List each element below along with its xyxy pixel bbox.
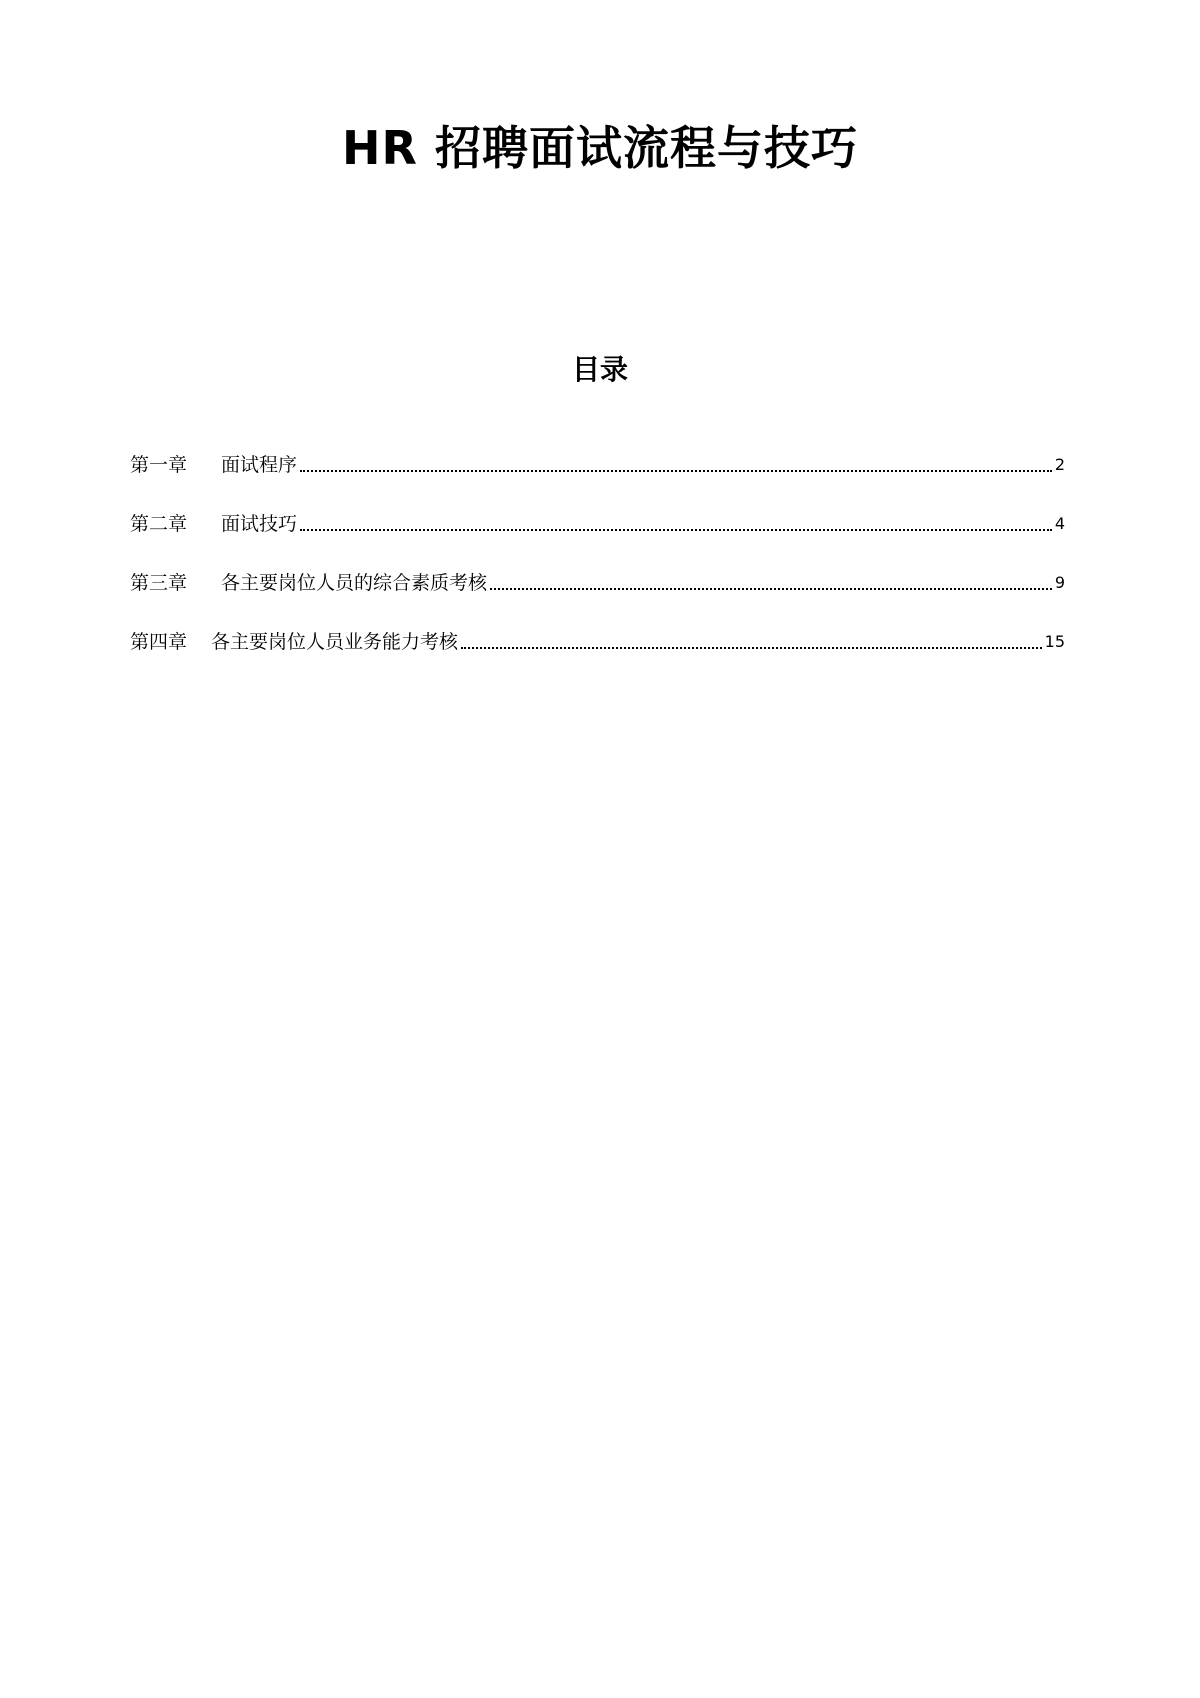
toc-entry-chapter-4[interactable] [130, 625, 1065, 655]
toc-chapter-number: 第三章 [130, 572, 188, 594]
toc-chapter-number: 第二章 [130, 513, 188, 535]
toc-dot-leader [300, 529, 1052, 531]
toc-entry-chapter-3[interactable] [130, 566, 1065, 596]
toc-page-number: 15 [1044, 632, 1065, 651]
table-of-contents [130, 448, 1065, 684]
toc-page-number: 4 [1054, 514, 1065, 533]
toc-chapter-number: 第四章 [130, 631, 188, 653]
toc-heading: 目录 [571, 353, 628, 386]
toc-chapter-title: 面试程序 [221, 454, 298, 476]
toc-chapter-title: 各主要岗位人员业务能力考核 [211, 631, 459, 653]
toc-chapter-number: 第一章 [130, 454, 188, 476]
toc-chapter-title: 各主要岗位人员的综合素质考核 [221, 572, 488, 594]
toc-chapter-title: 面试技巧 [221, 513, 298, 535]
toc-page-number: 2 [1054, 455, 1065, 474]
toc-entry-chapter-2[interactable] [130, 507, 1065, 537]
toc-dot-leader [490, 588, 1052, 590]
toc-dot-leader [300, 470, 1052, 472]
toc-entry-chapter-1[interactable] [130, 448, 1065, 478]
toc-page-number: 9 [1054, 573, 1065, 592]
document-title: HR 招聘面试流程与技巧 [342, 121, 858, 175]
toc-dot-leader [461, 647, 1042, 649]
